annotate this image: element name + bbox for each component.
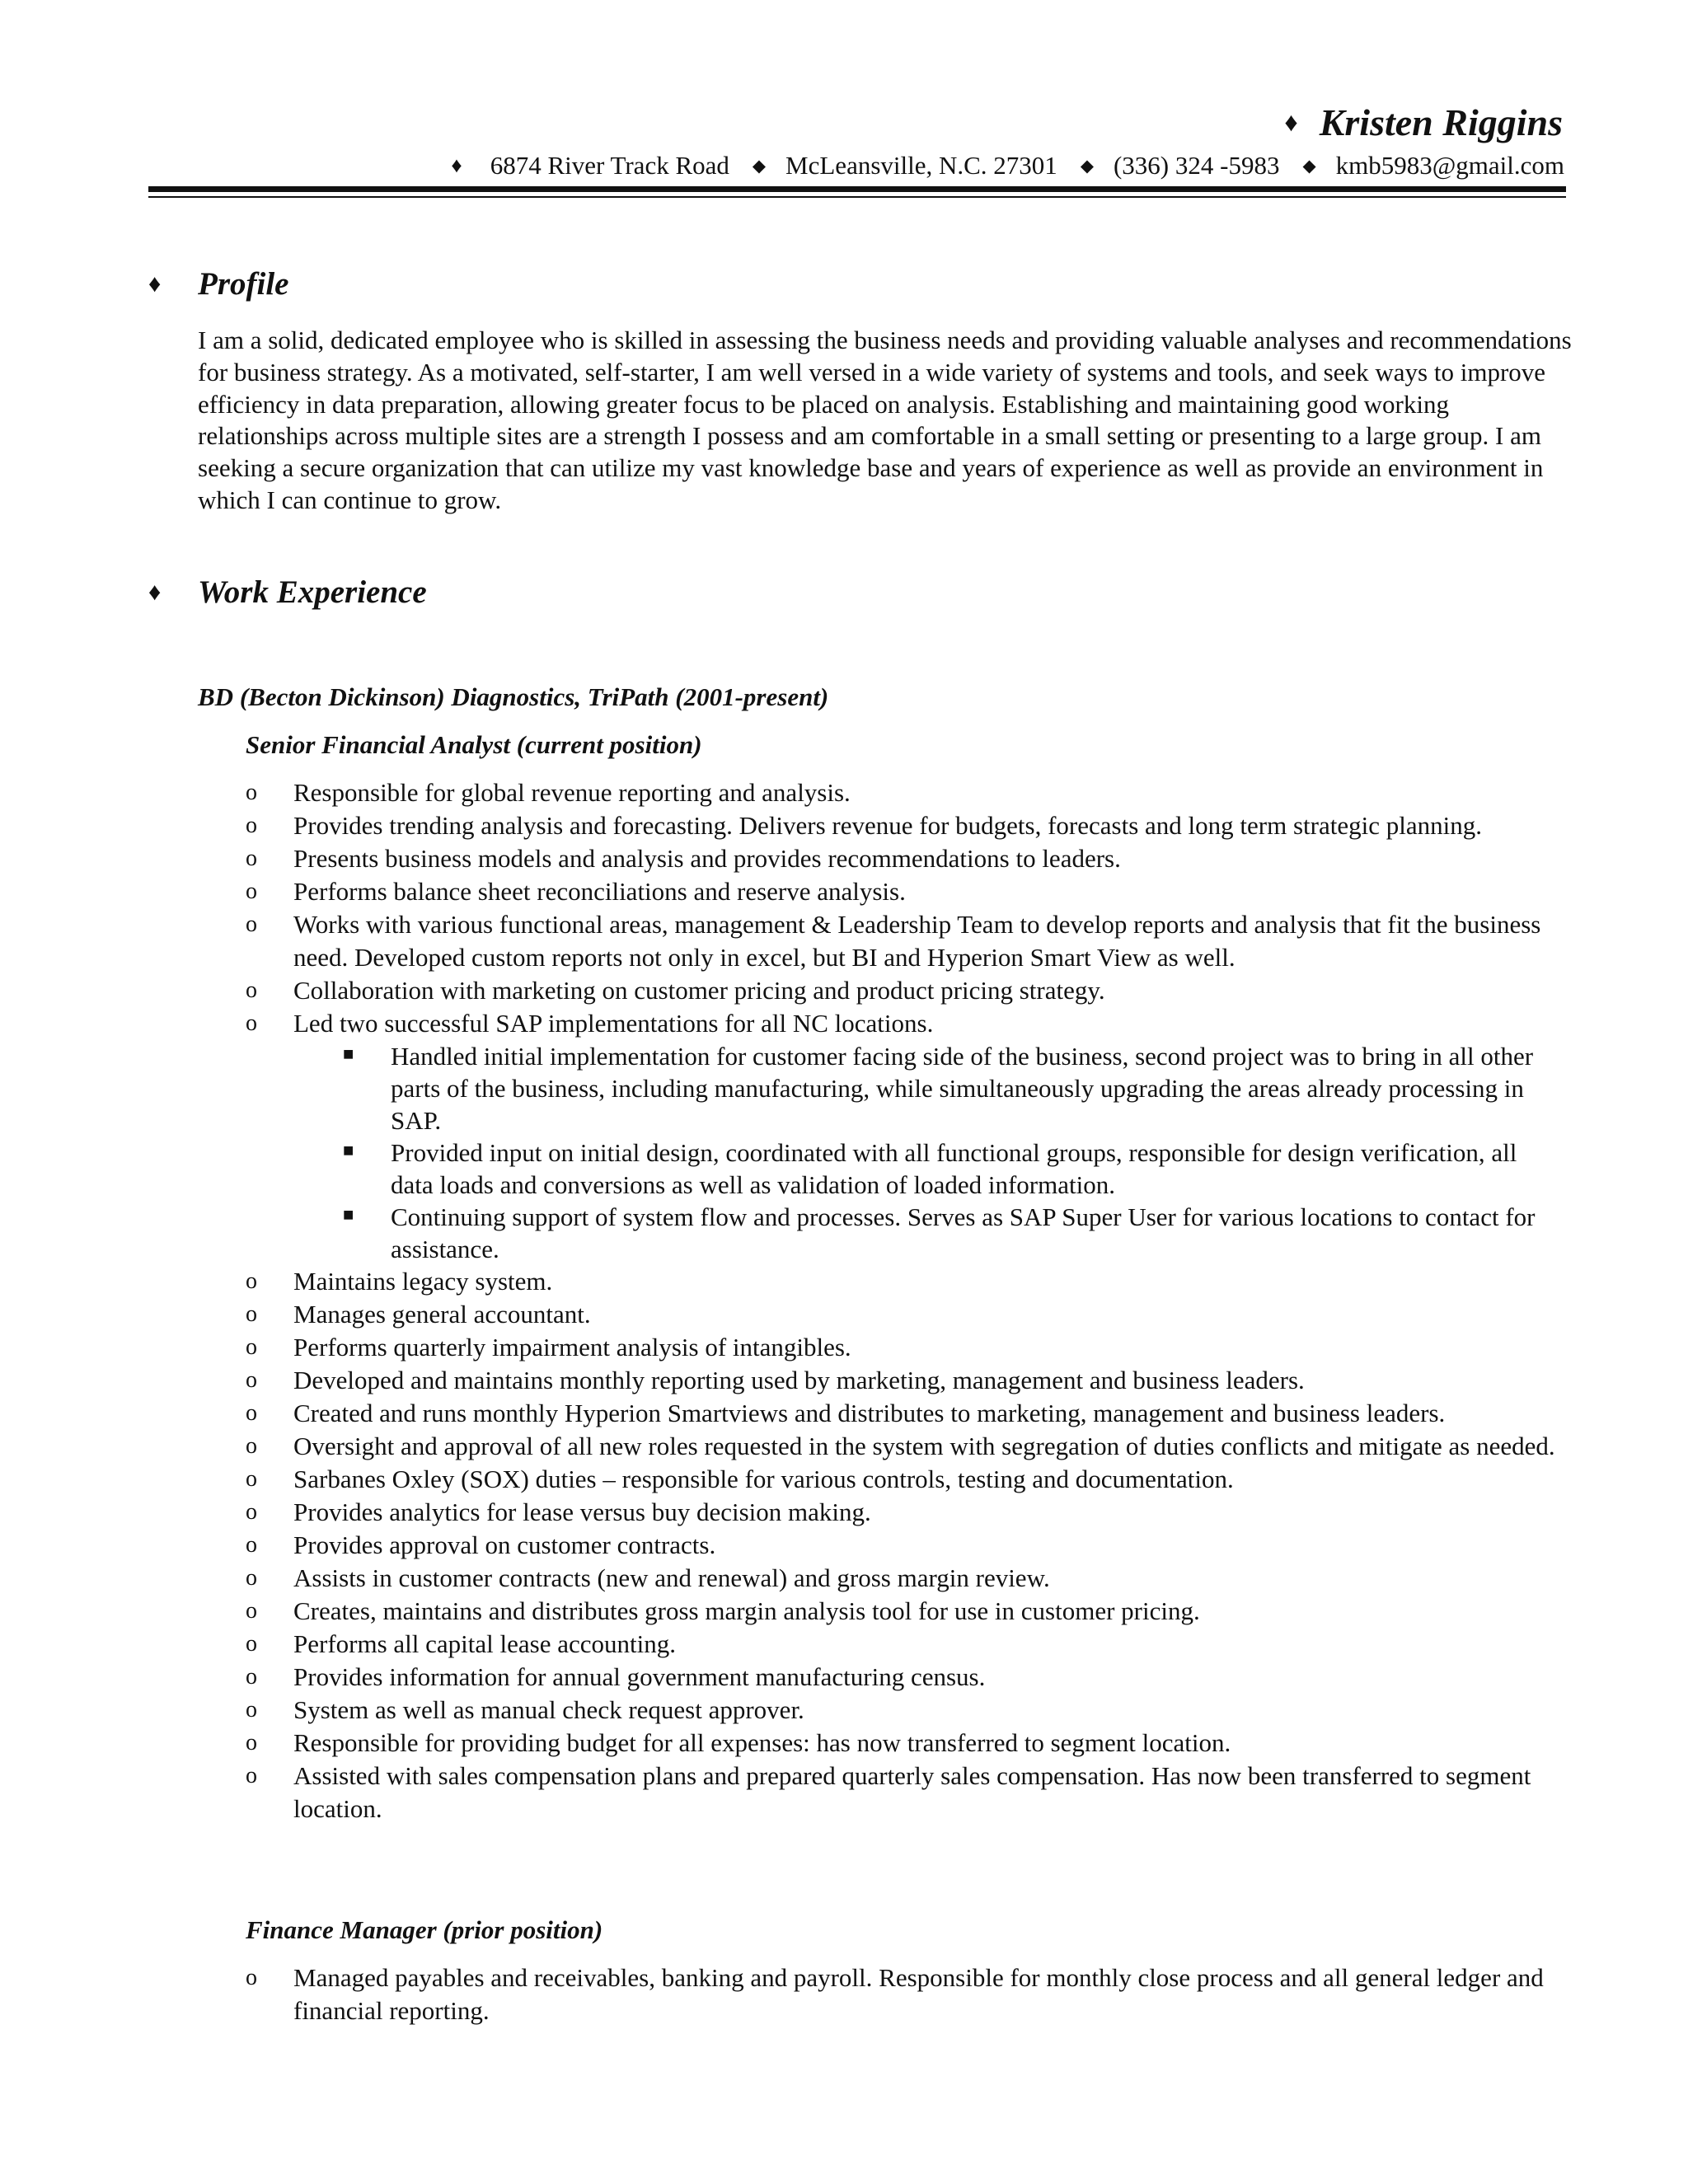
circle-bullet-icon: o: [246, 1631, 257, 1657]
city: McLeansville, N.C. 27301: [785, 151, 1057, 180]
circle-bullet-icon: o: [246, 1367, 257, 1393]
header-rule-thin: [148, 196, 1566, 198]
profile-paragraph: I am a solid, dedicated employee who is skilled in assessing the business needs and providing valuable analyses and recommendations for business strategy. As a motivated, self-starter, I am well versed in a wide variety of systems and tools, and seek ways to improve efficiency in data preparation, allowing greater focus to be placed on analysis. Establishing and maintaining good working relationships across multiple sites are a strength I possess and am comfortable in a small setting or presenting to a large group. I am seeking a secure organization that can utilize my vast knowledge base and years of experience as well as provide an environment in which I can continue to grow.: [198, 326, 1572, 514]
diamond-bullet-icon: ♦: [148, 578, 162, 606]
separator-icon: ◆: [1302, 155, 1316, 176]
circle-bullet-icon: o: [246, 1301, 257, 1327]
square-bullet-icon: ■: [343, 1043, 354, 1064]
bullet-list: [0, 776, 1688, 1825]
sub-list-item: ■ Handled initial implementation for customer facing side of the business, second project was to bring in all other parts of the business, including manufacturing, while simultaneously upgrading the areas already processing in SAP.: [0, 1040, 1688, 1137]
circle-bullet-icon: o: [246, 1466, 257, 1492]
diamond-bullet-icon: ♦: [148, 269, 162, 298]
list-item: o Presents business models and analysis and provides recommendations to leaders.: [0, 842, 1688, 875]
name-heading: [1284, 101, 1563, 144]
profile-heading: [148, 265, 288, 302]
circle-bullet-icon: o: [246, 1499, 257, 1525]
list-item: o System as well as manual check request approver.: [0, 1694, 1688, 1727]
header-rule: [148, 186, 1566, 192]
list-item: o Performs quarterly impairment analysis of intangibles.: [0, 1331, 1688, 1364]
position-title: Finance Manager (prior position): [246, 1915, 603, 1944]
list-item: o Provides analytics for lease versus buy decision making.: [0, 1496, 1688, 1529]
list-item: o Provides trending analysis and forecasting. Delivers revenue for budgets, forecasts and long term strategic planning.: [0, 809, 1688, 842]
bullet-list: [0, 1961, 1688, 2027]
list-item: o Provides approval on customer contracts.: [0, 1529, 1688, 1562]
circle-bullet-icon: o: [246, 977, 257, 1003]
circle-bullet-icon: o: [246, 1664, 257, 1690]
separator-icon: ◆: [1080, 155, 1094, 176]
work-experience-heading: [148, 574, 427, 611]
square-bullet-icon: ■: [343, 1140, 354, 1160]
list-item: o Responsible for providing budget for all expenses: has now transferred to segment location.: [0, 1727, 1688, 1760]
list-item: o Managed payables and receivables, banking and payroll. Responsible for monthly close process and all general ledger and financial reporting.: [246, 1963, 1544, 2025]
diamond-bullet-icon: ♦: [451, 153, 462, 177]
circle-bullet-icon: o: [246, 1010, 257, 1036]
sub-list-item: ■ Continuing support of system flow and processes. Serves as SAP Super User for various locations to contact for assistance.: [0, 1201, 1688, 1265]
list-item: o Sarbanes Oxley (SOX) duties – responsible for various controls, testing and documentation.: [0, 1463, 1688, 1496]
list-item: o Maintains legacy system.: [0, 1265, 1688, 1298]
list-item: o Performs balance sheet reconciliations and reserve analysis.: [0, 875, 1688, 908]
circle-bullet-icon: o: [246, 1268, 257, 1294]
list-item: o Responsible for global revenue reporting and analysis.: [0, 776, 1688, 809]
circle-bullet-icon: o: [246, 780, 257, 805]
list-item: o Created and runs monthly Hyperion Smartviews and distributes to marketing, management and business leaders.: [0, 1397, 1688, 1430]
circle-bullet-icon: o: [246, 879, 257, 904]
list-item: o Works with various functional areas, management & Leadership Team to develop reports and analysis that fit the business need. Developed custom reports not only in excel, but BI and Hyperion Smart View as well.: [246, 910, 1541, 972]
list-item: o Assists in customer contracts (new and renewal) and gross margin review.: [0, 1562, 1688, 1595]
circle-bullet-icon: o: [246, 813, 257, 838]
circle-bullet-icon: o: [246, 1730, 257, 1755]
diamond-bullet-icon: ♦: [1284, 107, 1298, 137]
position-title: Senior Financial Analyst (current position): [246, 730, 702, 759]
company-name: BD (Becton Dickinson) Diagnostics, TriPath (2001-present): [198, 682, 829, 711]
email-link[interactable]: kmb5983@gmail.com: [1335, 151, 1564, 180]
profile-title: Profile: [198, 266, 289, 302]
address: 6874 River Track Road: [490, 151, 729, 180]
candidate-name: Kristen Riggins: [1319, 101, 1563, 143]
phone: (336) 324 -5983: [1113, 151, 1280, 180]
circle-bullet-icon: o: [246, 1532, 257, 1558]
list-item: o Assisted with sales compensation plans and prepared quarterly sales compensation. Has now been transferred to segment location.: [246, 1761, 1531, 1823]
circle-bullet-icon: o: [246, 846, 257, 871]
work-experience-title: Work Experience: [198, 574, 427, 610]
circle-bullet-icon: o: [246, 912, 257, 937]
list-item: o Collaboration with marketing on customer pricing and product pricing strategy.: [0, 974, 1688, 1007]
circle-bullet-icon: o: [246, 1334, 257, 1360]
circle-bullet-icon: o: [246, 1565, 257, 1591]
list-item: o Creates, maintains and distributes gross margin analysis tool for use in customer pricing.: [0, 1595, 1688, 1628]
circle-bullet-icon: o: [246, 1598, 257, 1624]
circle-bullet-icon: o: [246, 1400, 257, 1426]
list-item: o Manages general accountant.: [0, 1298, 1688, 1331]
list-item: o Oversight and approval of all new roles requested in the system with segregation of duties conflicts and mitigate as needed.: [0, 1430, 1688, 1463]
separator-icon: ◆: [752, 155, 767, 176]
sub-list-item: ■ Provided input on initial design, coordinated with all functional groups, responsible for design verification, all data loads and conversions as well as validation of loaded information.: [0, 1137, 1688, 1201]
list-item: o Performs all capital lease accounting.: [0, 1628, 1688, 1661]
contact-line: [451, 151, 1564, 180]
square-bullet-icon: ■: [343, 1204, 354, 1225]
circle-bullet-icon: o: [246, 1763, 257, 1788]
circle-bullet-icon: o: [246, 1433, 257, 1459]
list-item: o Led two successful SAP implementations for all NC locations.: [0, 1007, 1688, 1040]
circle-bullet-icon: o: [246, 1965, 257, 1990]
circle-bullet-icon: o: [246, 1697, 257, 1722]
list-item: o Provides information for annual government manufacturing census.: [0, 1661, 1688, 1694]
list-item: o Developed and maintains monthly reporting used by marketing, management and business leaders.: [0, 1364, 1688, 1397]
